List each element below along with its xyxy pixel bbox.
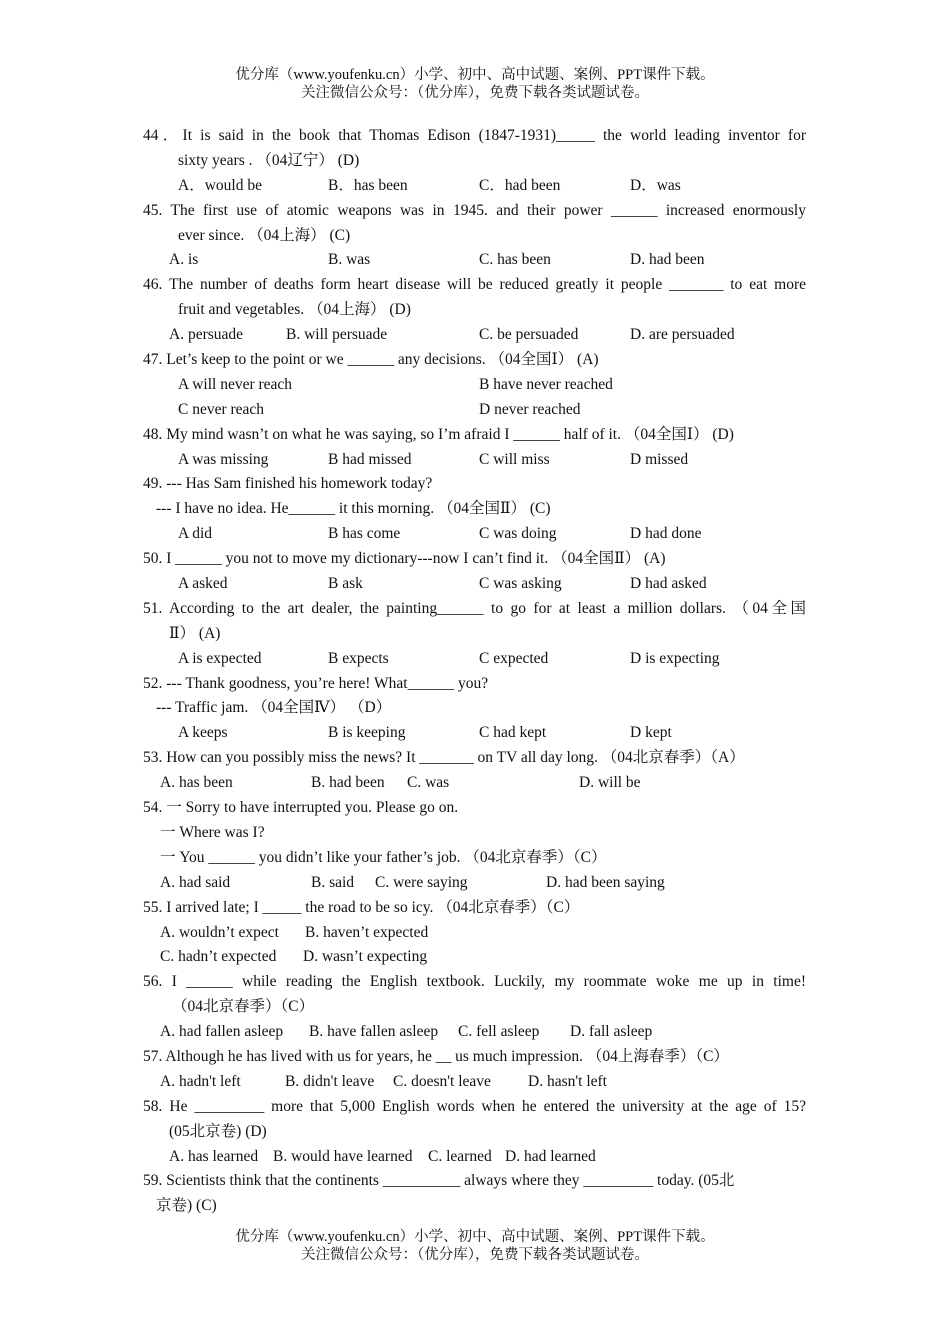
option-d: D. are persuaded <box>630 326 735 344</box>
question-50 <box>0 547 950 572</box>
option-a: A asked <box>178 575 228 593</box>
options-44 <box>0 174 950 199</box>
options-57 <box>0 1070 950 1095</box>
option-d: D kept <box>630 724 672 742</box>
option-b: B is keeping <box>328 724 406 742</box>
question-46 <box>0 273 950 298</box>
option-d: D is expecting <box>630 649 720 667</box>
options-55 <box>0 921 950 946</box>
question-53 <box>0 746 950 771</box>
question-stem: sixty years . （04辽宁） (D) <box>178 151 360 169</box>
option-c: C was asking <box>479 575 562 593</box>
option-d: D. had learned <box>505 1147 596 1165</box>
question-stem: 50. I ______ you not to move my dictionary---now I can’t find it. （04全国Ⅱ） (A) <box>143 550 666 568</box>
question-stem: --- I have no idea. He______ it this morning. （04全国Ⅱ） (C) <box>156 500 551 518</box>
options-53 <box>0 771 950 796</box>
option-d: D had asked <box>630 575 707 593</box>
question-56 <box>0 970 950 995</box>
question-stem: 51. According to the art dealer, the painting______ to go for at least a million dollars. （04全国 <box>143 599 806 617</box>
question-48 <box>0 423 950 448</box>
option-b: B ask <box>328 575 363 593</box>
option-a: A. wouldn’t expect <box>160 923 279 941</box>
question-stem: ever since. （04上海） (C) <box>178 226 351 244</box>
header-line-1: 优分库（www.youfenku.cn）小学、初中、高中试题、案例、PPT课件下载。 <box>235 67 715 83</box>
option-a: A is expected <box>178 649 262 667</box>
footer-line-2: 关注微信公众号：（优分库），免费下载各类试题试卷。 <box>301 1247 649 1263</box>
option-a: A keeps <box>178 724 228 742</box>
question-stem: 京卷) (C) <box>156 1197 217 1215</box>
options-50 <box>0 572 950 597</box>
option-c: C will miss <box>479 450 550 468</box>
options-52 <box>0 721 950 746</box>
option-d: D. hasn't left <box>528 1072 607 1090</box>
option-c: C．had been <box>479 176 561 194</box>
option-a: A. had said <box>160 873 231 891</box>
question-49 <box>0 472 950 497</box>
option-a: A. is <box>169 251 199 269</box>
options-48 <box>0 448 950 473</box>
option-a: A. had fallen asleep <box>160 1023 284 1041</box>
options-56 <box>0 1020 950 1045</box>
question-47 <box>0 348 950 373</box>
options-54 <box>0 871 950 896</box>
option-a: A did <box>178 525 213 543</box>
question-58 <box>0 1095 950 1120</box>
option-a: A. has been <box>160 774 233 792</box>
question-45 <box>0 199 950 224</box>
option-c: C. be persuaded <box>479 326 579 344</box>
question-list <box>0 124 950 1219</box>
option-c: C. were saying <box>375 873 468 891</box>
options-58 <box>0 1145 950 1170</box>
option-d: D. fall asleep <box>570 1023 653 1041</box>
option-a: A. hadn't left <box>160 1072 241 1090</box>
option-c: C. hadn’t expected <box>160 948 277 966</box>
question-stem: （04北京春季）（C） <box>172 998 315 1016</box>
question-52 <box>0 672 950 697</box>
option-d: D．was <box>630 176 681 194</box>
page-header <box>0 66 950 102</box>
option-c: C. doesn't leave <box>393 1072 491 1090</box>
question-stem: 55. I arrived late; I _____ the road to be so icy. （04北京春季）（C） <box>143 898 580 916</box>
question-stem: 47. Let’s keep to the point or we ______ any decisions. （04全国Ⅰ） (A) <box>143 351 599 369</box>
question-stem: 59. Scientists think that the continents __________ always where they _________ today. (05北 <box>143 1172 735 1190</box>
question-stem: 46. The number of deaths form heart disease will be reduced greatly it people _______ to eat more <box>143 276 806 294</box>
question-stem: 48. My mind wasn’t on what he was saying, so I’m afraid I ______ half of it. （04全国Ⅰ） (D) <box>143 425 734 443</box>
question-stem: fruit and vegetables. （04上海） (D) <box>178 301 411 319</box>
question-stem: 52. --- Thank goodness, you’re here! What______ you? <box>143 674 489 692</box>
option-d: D had done <box>630 525 702 543</box>
option-d: D. had been <box>630 251 705 269</box>
option-c: C never reach <box>178 400 265 418</box>
option-b: B had missed <box>328 450 412 468</box>
question-51 <box>0 597 950 622</box>
option-b: B has come <box>328 525 401 543</box>
question-54 <box>0 796 950 821</box>
option-b: B. didn't leave <box>285 1072 375 1090</box>
question-55 <box>0 896 950 921</box>
question-stem: 57. Although he has lived with us for years, he __ us much impression. （04上海春季）（C） <box>143 1047 729 1065</box>
question-stem: 53. How can you possibly miss the news? It _______ on TV all day long. （04北京春季）（A） <box>143 749 745 767</box>
option-b: B. said <box>311 873 355 891</box>
option-b: B. was <box>328 251 371 269</box>
question-stem: 58. He _________ more that 5,000 English words when he entered the university at the age of 15? <box>143 1097 806 1115</box>
question-stem: 一 You ______ you didn’t like your father’s job. （04北京春季）（C） <box>160 848 607 866</box>
question-44 <box>0 124 950 149</box>
options-45 <box>0 248 950 273</box>
option-b: B have never reached <box>479 375 613 393</box>
option-d: D. will be <box>579 774 641 792</box>
footer-line-1: 优分库（www.youfenku.cn）小学、初中、高中试题、案例、PPT课件下载。 <box>235 1229 715 1245</box>
option-d: D. had been saying <box>546 873 665 891</box>
question-stem: 56. I ______ while reading the English textbook. Luckily, my roommate woke me up in time! <box>143 973 806 991</box>
options-51 <box>0 647 950 672</box>
option-b: B. would have learned <box>273 1147 413 1165</box>
question-stem: 45. The first use of atomic weapons was in 1945. and their power ______ increased enormously <box>143 201 806 219</box>
option-a: A．would be <box>178 176 262 194</box>
option-b: B. haven’t expected <box>305 923 429 941</box>
option-d: D never reached <box>479 400 581 418</box>
header-line-2: 关注微信公众号：（优分库），免费下载各类试题试卷。 <box>301 85 649 101</box>
option-b: B. will persuade <box>286 326 388 344</box>
question-stem: 54. 一 Sorry to have interrupted you. Please go on. <box>143 799 459 817</box>
options-49 <box>0 522 950 547</box>
question-57 <box>0 1045 950 1070</box>
question-stem: 49. --- Has Sam finished his homework today? <box>143 475 433 493</box>
option-c: C. was <box>407 774 450 792</box>
options-47 <box>0 373 950 398</box>
question-stem: 44．It is said in the book that Thomas Edison (1847-1931)_____ the world leading inventor for <box>143 127 806 144</box>
question-stem: 一 Where was I? <box>160 823 265 841</box>
option-b: B expects <box>328 649 389 667</box>
page-footer <box>0 1228 950 1264</box>
option-c: C. learned <box>428 1147 492 1165</box>
question-59 <box>0 1169 950 1194</box>
question-stem: Ⅱ） (A) <box>169 624 221 642</box>
option-a: A. persuade <box>169 326 244 344</box>
option-c: C expected <box>479 649 549 667</box>
option-c: C. fell asleep <box>458 1023 540 1041</box>
option-a: A. has learned <box>169 1147 259 1165</box>
option-a: A was missing <box>178 450 269 468</box>
option-c: C was doing <box>479 525 557 543</box>
option-a: A will never reach <box>178 375 293 393</box>
option-b: B．has been <box>328 176 408 194</box>
option-b: B. had been <box>311 774 385 792</box>
option-b: B. have fallen asleep <box>309 1023 439 1041</box>
options-46 <box>0 323 950 348</box>
option-c: C. has been <box>479 251 551 269</box>
option-d: D. wasn’t expecting <box>303 948 428 966</box>
question-stem: --- Traffic jam. （04全国Ⅳ） （D） <box>156 699 392 717</box>
option-c: C had kept <box>479 724 547 742</box>
option-d: D missed <box>630 450 689 468</box>
question-stem: (05北京卷) (D) <box>169 1122 267 1140</box>
